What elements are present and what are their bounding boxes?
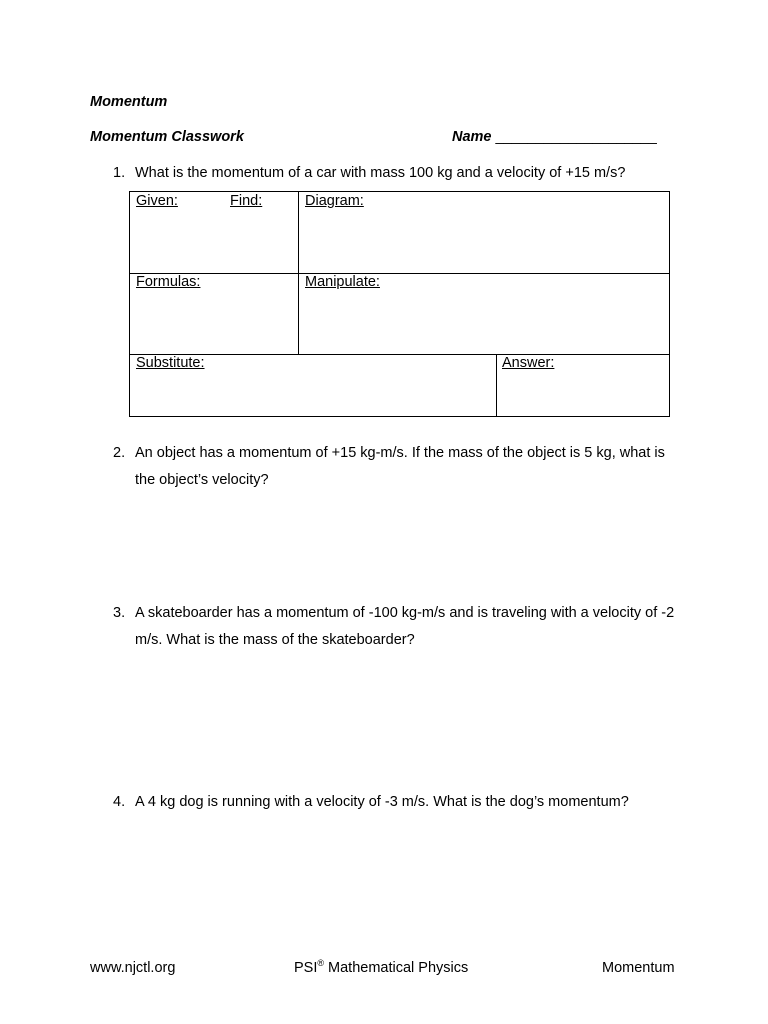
grid-divider xyxy=(130,273,669,274)
course-prefix: PSI xyxy=(294,960,318,976)
question-number: 3. xyxy=(113,605,126,621)
find-label: Find: xyxy=(230,193,263,209)
registered-mark: ® xyxy=(317,958,325,968)
diagram-label: Diagram: xyxy=(305,193,364,209)
question-text: What is the momentum of a car with mass 100 kg and a velocity of +15 m/s? xyxy=(135,165,626,181)
name-field[interactable] xyxy=(452,129,657,145)
grid-divider xyxy=(130,354,669,355)
footer-website: www.njctl.org xyxy=(90,960,176,976)
name-label: Name xyxy=(452,129,492,145)
course-suffix: Mathematical Physics xyxy=(324,960,469,976)
name-blank[interactable]: ____________________ xyxy=(495,129,657,145)
footer-unit: Momentum xyxy=(602,960,675,976)
given-label: Given: xyxy=(136,193,178,209)
question-text: An object has a momentum of +15 kg-m/s. If the mass of the object is 5 kg, what is the object’s velocity? xyxy=(135,445,665,488)
page-title: Momentum xyxy=(90,94,168,110)
question-number: 2. xyxy=(113,445,126,461)
substitute-label: Substitute: xyxy=(136,355,205,371)
worksheet-subtitle: Momentum Classwork xyxy=(90,129,244,145)
question-number: 4. xyxy=(113,794,126,810)
problem-solving-grid xyxy=(129,191,670,417)
footer-course xyxy=(294,960,468,976)
answer-label: Answer: xyxy=(502,355,555,371)
grid-divider xyxy=(496,354,497,416)
grid-divider xyxy=(298,192,299,354)
question-text: A 4 kg dog is running with a velocity of -3 m/s. What is the dog’s momentum? xyxy=(135,794,629,810)
formulas-label: Formulas: xyxy=(136,274,201,290)
manipulate-label: Manipulate: xyxy=(305,274,380,290)
question-text: A skateboarder has a momentum of -100 kg-m/s and is traveling with a velocity of -2 m/s. What is the mass of the skateboarder? xyxy=(135,605,675,648)
question-number: 1. xyxy=(113,165,126,181)
